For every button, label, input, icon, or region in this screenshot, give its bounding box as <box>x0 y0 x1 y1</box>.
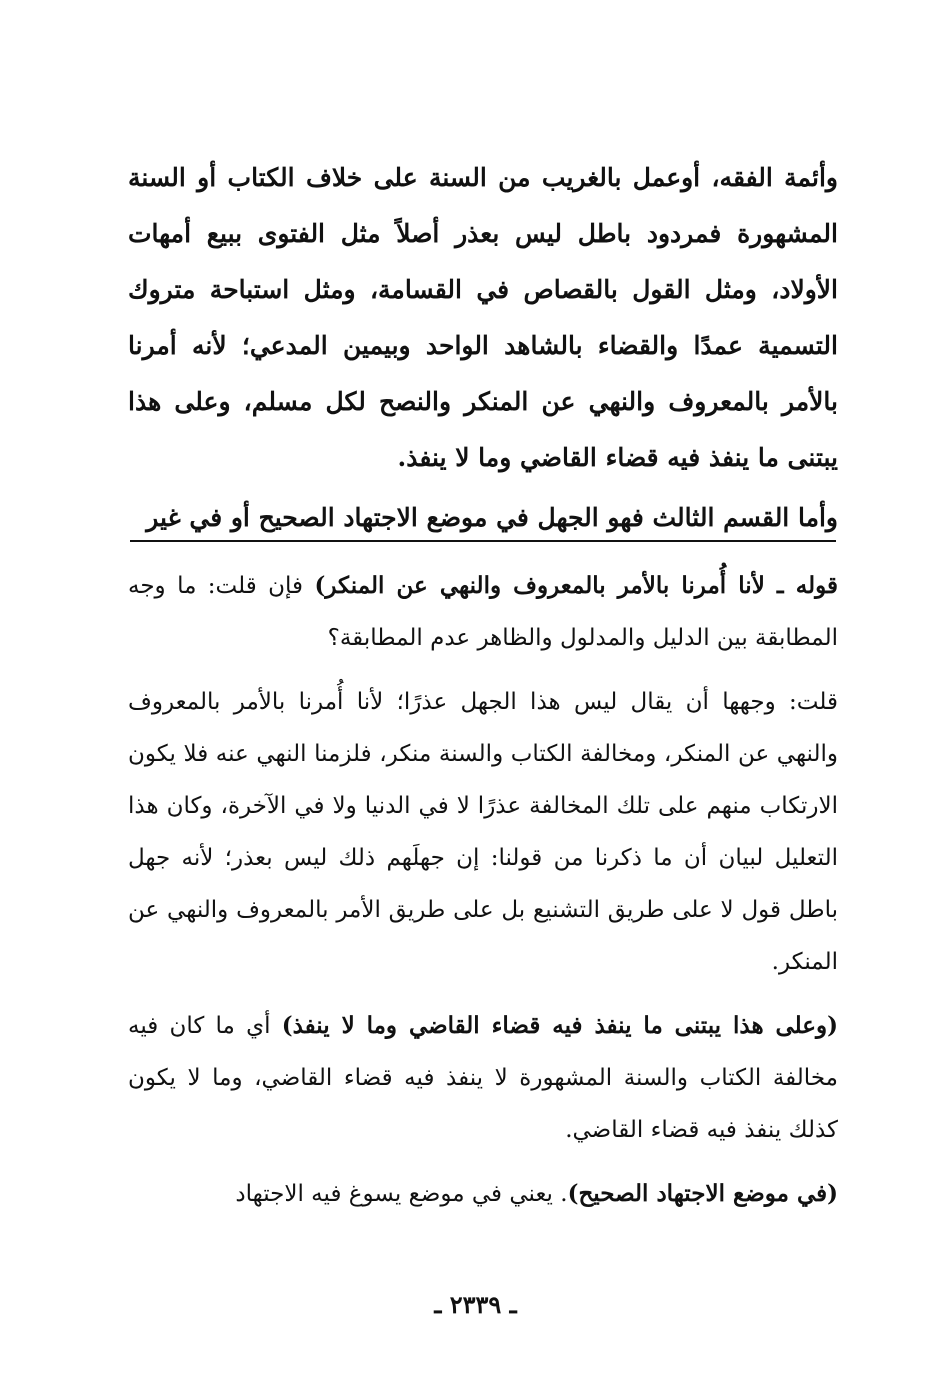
footnote-divider <box>130 540 836 542</box>
main-paragraph-1: وأئمة الفقه، أوعمل بالغريب من السنة على خلاف الكتاب أو السنة المشهورة فمردود باطل ليس بعذر أصلاً مثل الفتوى ببيع أمهات الأولاد، ومثل القول بالقصاص في القسامة، ومثل استباحة متروك التسمية عمدًا والقضاء بالشاهد الواحد وبيمين المدعي؛ لأنه أمرنا بالأمر بالمعروف والنهي عن المنكر والنصح لكل مسلم، وعلى هذا يبتنى ما ينفذ فيه قضاء القاضي وما لا ينفذ. <box>128 163 838 472</box>
commentary-paragraph-1 <box>128 560 838 664</box>
commentary-paragraph-4 <box>128 1168 838 1220</box>
commentary-text-3: أي ما كان فيه مخالفة الكتاب والسنة المشهورة لا ينفذ فيه قضاء القاضي، وما لا يكون كذلك ينفذ فيه قضاء القاضي. <box>128 1013 838 1143</box>
commentary-quote-4: (في موضع الاجتهاد الصحيح) <box>567 1180 838 1207</box>
commentary-quote-3: (وعلى هذا يبتنى ما ينفذ فيه قضاء القاضي وما لا ينفذ) <box>281 1012 838 1039</box>
main-text <box>128 150 838 546</box>
commentary-text-1: فإن قلت: ما وجه المطابقة بين الدليل والمدلول والظاهر عدم المطابقة؟ <box>128 573 838 651</box>
commentary-paragraph-2: قلت: وجهها أن يقال ليس هذا الجهل عذرًا؛ لأنا أُمرنا بالأمر بالمعروف والنهي عن المنكر، ومخالفة الكتاب والسنة منكر، فلزمنا النهي عنه فلا يكون الارتكاب منهم على تلك المخالفة عذرًا لا في الدنيا ولا في الآخرة، وكان هذا التعليل لبيان أن ما ذكرنا من قولنا: إن جهلَهم ذلك ليس بعذر؛ لأنه جهل باطل قول لا على طريق التشنيع بل على طريق الأمر بالمعروف والنهي عن المنكر. <box>128 689 838 975</box>
commentary-quote-1: قوله ـ لأنا أُمرنا بالأمر بالمعروف والنهي عن المنكر) <box>314 572 838 599</box>
commentary <box>128 560 838 1232</box>
page-number: ـ ٢٣٣٩ ـ <box>434 1290 517 1319</box>
commentary-text-4: . يعني في موضع يسوغ فيه الاجتهاد <box>235 1181 568 1207</box>
main-paragraph-2: وأما القسم الثالث فهو الجهل في موضع الاجتهاد الصحيح أو في غير <box>146 503 838 532</box>
commentary-paragraph-3 <box>128 1000 838 1156</box>
